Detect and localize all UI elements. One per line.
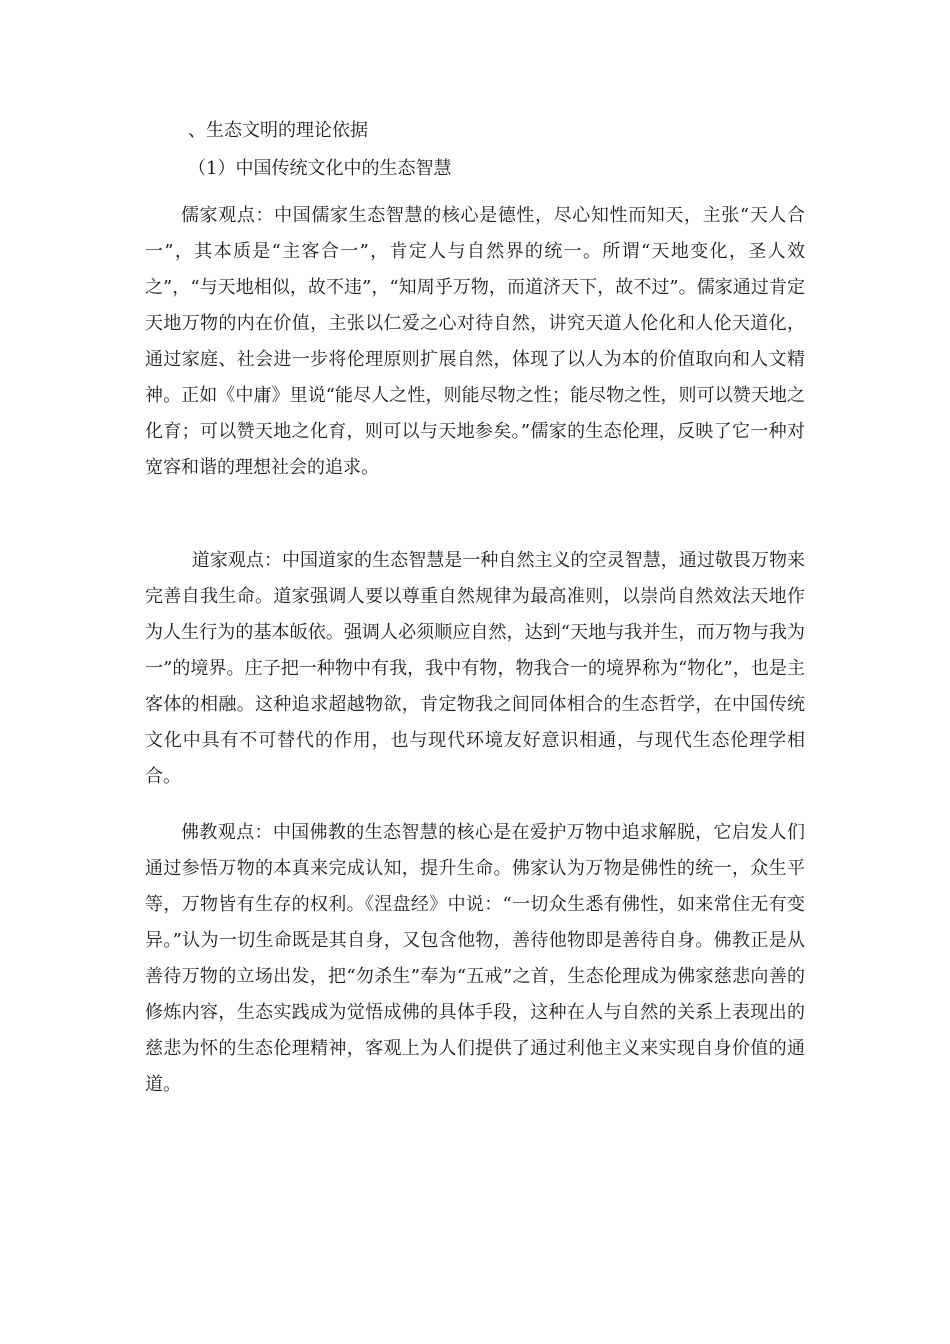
paragraph-buddhist: 佛教观点：中国佛教的生态智慧的核心是在爱护万物中追求解脱，它启发人们通过参悟万物的本真来完成认知，提升生命。佛家认为万物是佛性的统一，众生平等，万物皆有生存的权利。《涅盘经》中说：“一切众生悉有佛性，如来常住无有变异。”认为一切生命既是其自身，又包含他物，善待他物即是善待自身。佛教正是从善待万物的立场出发，把“勿杀生”奉为“五戒”之首，生态伦理成为佛家慈悲向善的修炼内容，生态实践成为觉悟成佛的具体手段，这种在人与自然的关系上表现出的慈悲为怀的生态伦理精神，客观上为人们提供了通过利他主义来实现自身价值的通道。	[145, 822, 805, 1095]
paragraph-confucian: 儒家观点：中国儒家生态智慧的核心是德性，尽心知性而知天，主张“天人合一”，其本质是“主客合一”，肯定人与自然界的统一。所谓“天地变化，圣人效之”，“与天地相似，故不违”，“知周乎万物，而道济天下，故不过”。儒家通过肯定天地万物的内在价值，主张以仁爱之心对待自然，讲究天道人伦化和人伦天道化，通过家庭、社会进一步将伦理原则扩展自然，体现了以人为本的价值取向和人文精神。正如《中庸》里说“能尽人之性，则能尽物之性；能尽物之性，则可以赞天地之化育；可以赞天地之化育，则可以与天地参矣。”儒家的生态伦理，反映了它一种对宽容和谐的理想社会的追求。	[145, 205, 805, 478]
paragraph-taoist: 道家观点：中国道家的生态智慧是一种自然主义的空灵智慧，通过敬畏万物来完善自我生命。道家强调人要以尊重自然规律为最高准则，以崇尚自然效法天地作为人生行为的基本皈依。强调人必须顺应自然，达到“天地与我并生，而万物与我为一”的境界。庄子把一种物中有我，我中有物，物我合一的境界称为“物化”，也是主客体的相融。这种追求超越物欲，肯定物我之间同体相合的生态哲学，在中国传统文化中具有不可替代的作用，也与现代环境友好意识相通，与现代生态伦理学相合。	[145, 550, 805, 787]
section-heading: 、生态文明的理论依据	[188, 120, 368, 141]
section-subheading: （1）中国传统文化中的生态智慧	[188, 158, 452, 179]
